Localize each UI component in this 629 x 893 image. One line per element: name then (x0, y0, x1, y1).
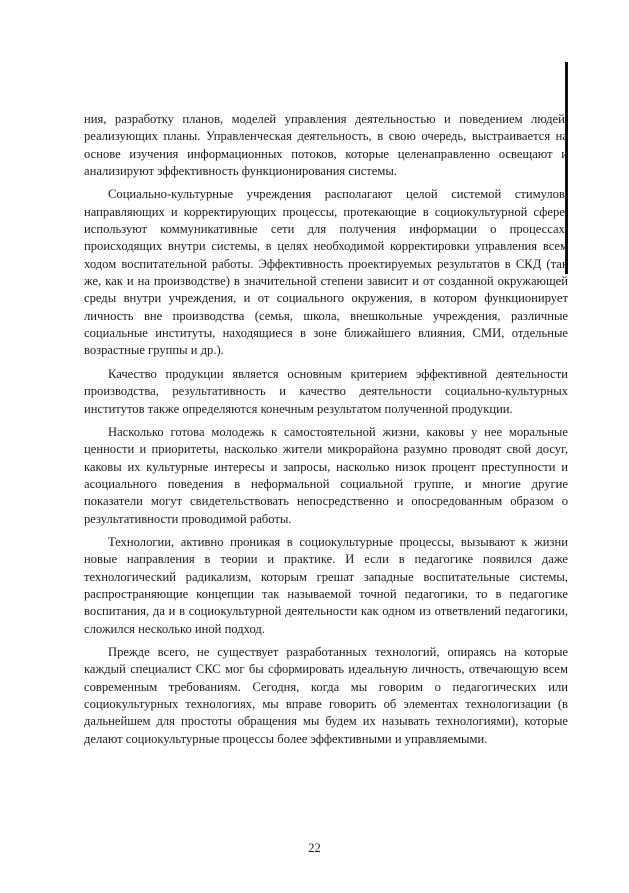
paragraph-1: ния, разработку планов, моделей управления деятельностью и поведением людей, реализующих планы. Управленческая деятельность, в свою очередь, выстраивается на основе изучения информационных потоков, которые целенаправленно освещают и анализируют эффективность функционирования системы. (84, 112, 568, 179)
paragraph-2: Социально-культурные учреждения располагают целой системой стимулов, направляющих и корректирующих процессы, протекающие в социокультурной сфере, используют коммуникативные сети для получения информации о процессах, происходящих внутри системы, в целях необходимой корректировки управления всем ходом воспитательной работы. Эффективность проектируемых результатов в СКД (так же, как и на производстве) в значительной степени зависит и от созданной окружающей среды внутри учреждения, и от социального окружения, в котором функционирует личность вне производства (семья, школа, внешкольные учреждения, различные социальные институты, находящиеся в зоне ближайшего влияния, СМИ, отдельные возрастные группы и др.). (84, 187, 568, 358)
paragraph-5: Технологии, активно проникая в социокультурные процессы, вызывают к жизни новые направления в теории и практике. И если в педагогике появился даже технологический радикализм, которым грешат западные воспитательные системы, распространяющие концепции так называемой точной педагогики, то в педагогике воспитания, да и в социокультурной деятельности как одном из ответвлений педагогики, сложился несколько иной подход. (84, 534, 568, 636)
body-text (84, 111, 568, 748)
paragraph-4: Насколько готова молодежь к самостоятельной жизни, каковы у нее моральные ценности и приоритеты, насколько жители микрорайона разумно проводят свой досуг, каковы их культурные интересы и запросы, насколько низок процент преступности и асоциального поведения в неформальной социальной группе, и многие другие показатели могут свидетельствовать непосредственно и опосредованным образом о результативности проводимой работы. (84, 424, 568, 526)
page-number: 22 (308, 841, 321, 855)
paragraph-6: Прежде всего, не существует разработанных технологий, опираясь на которые каждый специалист СКС мог бы сформировать идеальную личность, отвечающую всем современным требованиям. Сегодня, когда мы говорим о педагогических или социокультурных технологиях, мы вправе говорить об элементах технологизации (в дальнейшем для простоты обращения мы будем их называть технологиями), которые делают социокультурные процессы более эффективными и управляемыми. (84, 644, 568, 746)
paragraph-3: Качество продукции является основным критерием эффективной деятельности производства, результативность и качество деятельности социально-культурных институтов также определяются конечным результатом полученной продукции. (84, 366, 568, 416)
